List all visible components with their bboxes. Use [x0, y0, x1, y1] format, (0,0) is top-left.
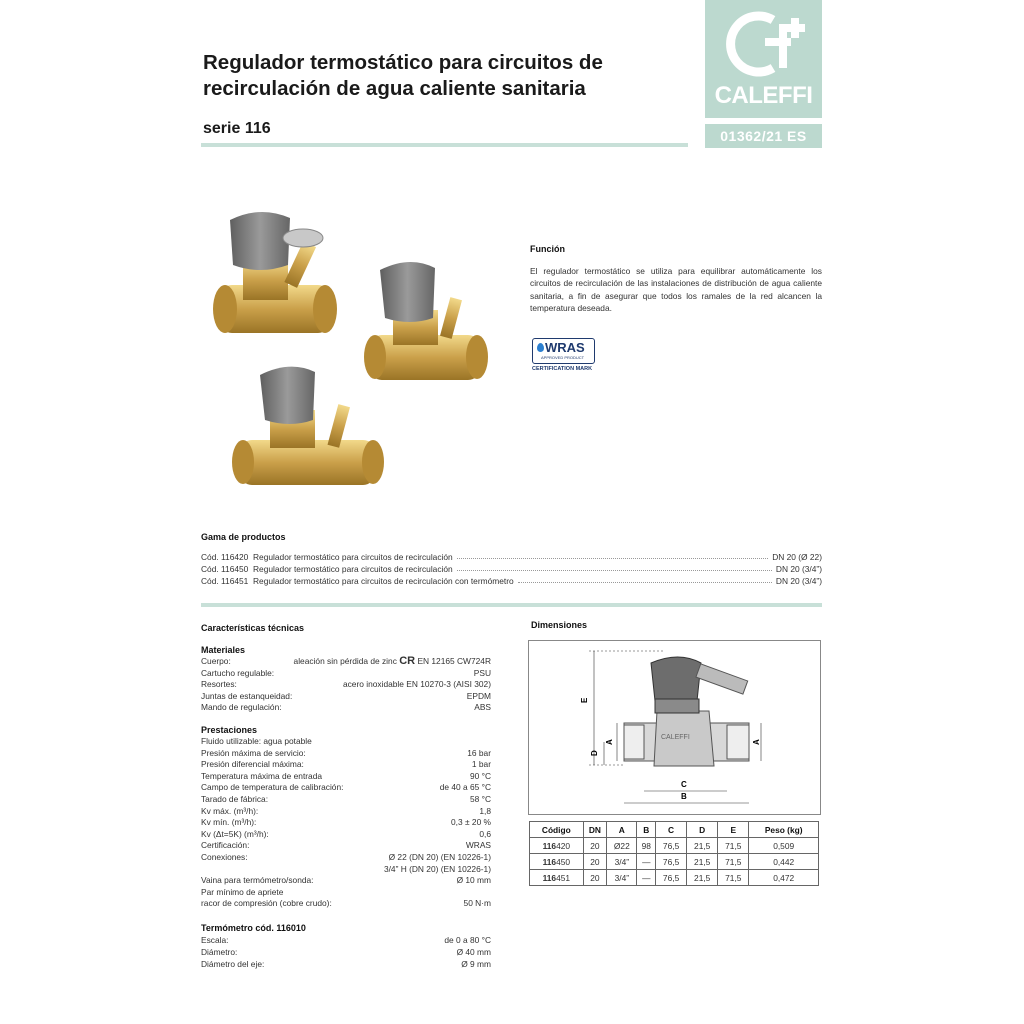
- brand-name: CALEFFI: [714, 82, 813, 109]
- materiales-heading: Materiales: [201, 645, 246, 655]
- spec-label: Diámetro:: [201, 946, 238, 957]
- logo-mark-icon: [705, 0, 822, 84]
- spec-value: 0,6: [479, 828, 491, 839]
- table-row: [530, 838, 819, 854]
- title-line-1: Regulador termostático para circuitos de: [203, 51, 603, 74]
- col-header: A: [607, 822, 637, 838]
- spec-label: Presión diferencial máxima:: [201, 759, 304, 770]
- gama-row: [201, 562, 822, 574]
- spec-row: [201, 817, 491, 829]
- spec-value: de 40 a 65 °C: [439, 782, 491, 793]
- title-line-2: recirculación de agua caliente sanitaria: [203, 77, 586, 100]
- gama-size: DN 20 (Ø 22): [772, 552, 822, 562]
- code-cell: [530, 838, 584, 854]
- spec-label: racor de compresión (cobre crudo):: [201, 898, 332, 909]
- code-cell: [530, 870, 584, 886]
- water-drop-icon: [537, 343, 544, 352]
- code-bold: 116: [542, 872, 557, 883]
- spec-value: 50 N·m: [463, 898, 491, 909]
- dimension-diagram: [528, 640, 821, 815]
- table-cell: 20: [583, 854, 607, 870]
- table-cell: 3/4”: [607, 854, 637, 870]
- spec-label: Certificación:: [201, 840, 250, 851]
- spec-row: [201, 702, 491, 714]
- table-body: [530, 838, 819, 886]
- spec-row: [201, 679, 491, 691]
- gama-heading: Gama de productos: [201, 532, 286, 542]
- spec-value: PSU: [473, 667, 491, 678]
- table-cell: 3/4”: [607, 870, 637, 886]
- spec-row: [201, 736, 491, 748]
- gama-desc: Regulador termostático para circuitos de recirculación: [253, 564, 453, 574]
- table-cell: 76,5: [656, 870, 687, 886]
- drawing-brand: CALEFFI: [661, 734, 690, 741]
- caracteristicas-heading: Características técnicas: [201, 623, 305, 633]
- leader-dots: [457, 557, 768, 559]
- valve-photo-116420: [213, 212, 337, 333]
- spec-label: Escala:: [201, 935, 229, 945]
- spec-label: Cartucho regulable:: [201, 667, 275, 678]
- product-photos: [205, 200, 505, 500]
- cr-mark-icon: CR: [399, 655, 416, 667]
- spec-row: [201, 959, 491, 971]
- spec-value: de 0 a 80 °C: [444, 935, 491, 945]
- dim-label-c: C: [681, 780, 687, 789]
- spec-row: [201, 691, 491, 703]
- table-cell: —: [637, 854, 656, 870]
- dim-label-b: B: [681, 792, 687, 801]
- funcion-heading: Función: [530, 244, 565, 254]
- spec-value: 90 °C: [469, 770, 491, 781]
- spec-value: 1,8: [479, 805, 491, 816]
- code-rest: 450: [556, 856, 571, 867]
- col-header: DN: [583, 822, 607, 838]
- wras-logo-text: WRAS: [545, 340, 585, 355]
- leader-dots: [457, 569, 772, 571]
- funcion-text: El regulador termostático se utiliza para equilibrar automáticamente los circuitos de recirculación de las instalaciones de distribución de agua caliente sanitaria, a fin de asegurar que todos los ramales de la red alcancen la temperatura deseada.: [530, 266, 822, 314]
- code-rest: 451: [556, 872, 571, 883]
- spec-value: 58 °C: [469, 794, 491, 804]
- table-cell: 71,5: [718, 870, 749, 886]
- table-cell: Ø22: [607, 838, 637, 854]
- spec-row: [201, 947, 491, 959]
- spec-value: Ø 10 mm: [456, 875, 491, 886]
- spec-value: ABS: [474, 702, 491, 712]
- gama-code: Cód. 116450: [201, 564, 249, 574]
- table-cell: 20: [583, 870, 607, 886]
- spec-label: Tarado de fábrica:: [201, 794, 269, 804]
- spec-label: Mando de regulación:: [201, 702, 282, 712]
- spec-value: acero inoxidable EN 10270-3 (AISI 302): [342, 679, 491, 689]
- spec-label: Temperatura máxima de entrada: [201, 770, 323, 781]
- spec-row: [201, 852, 491, 864]
- spec-label: Conexiones:: [201, 852, 248, 862]
- spec-row: [201, 806, 491, 818]
- spec-label: Cuerpo:: [201, 656, 231, 666]
- spec-value: Ø 40 mm: [456, 946, 491, 957]
- termometro-heading: Termómetro cód. 116010: [201, 923, 306, 933]
- gama-size: DN 20 (3/4”): [775, 576, 822, 586]
- spec-value: Ø 22 (DN 20) (EN 10226-1): [388, 852, 491, 862]
- leader-dots: [518, 581, 772, 583]
- valve-drawing: [529, 641, 820, 814]
- table-row: [530, 870, 819, 886]
- spec-label: Diámetro del eje:: [201, 958, 265, 969]
- table-cell: 76,5: [656, 838, 687, 854]
- page-title: [203, 50, 693, 102]
- table-cell: 21,5: [687, 838, 718, 854]
- gama-code: Cód. 116420: [201, 552, 249, 562]
- dimensions-table: [529, 821, 819, 886]
- spec-value: 16 bar: [467, 747, 491, 758]
- prestaciones-heading: Prestaciones: [201, 725, 258, 735]
- spec-value: [294, 656, 491, 668]
- table-cell: 0,509: [749, 838, 819, 854]
- spec-label: Kv máx. (m³/h):: [201, 805, 259, 816]
- section-rule: [201, 603, 822, 607]
- spec-label: Fluido utilizable: agua potable: [201, 736, 312, 746]
- spec-value: EPDM: [466, 690, 491, 701]
- header-rule: [201, 143, 688, 147]
- spec-row: [201, 794, 491, 806]
- valve-photo-116451: [232, 367, 384, 485]
- gama-size: DN 20 (3/4”): [775, 564, 822, 574]
- spec-row: [201, 668, 491, 680]
- table-cell: 0,442: [749, 854, 819, 870]
- spec-label: Kv (Δt=5K) (m³/h):: [201, 828, 269, 839]
- code-bold: 116: [542, 856, 557, 867]
- table-cell: 20: [583, 838, 607, 854]
- table-cell: 98: [637, 838, 656, 854]
- dimensiones-heading: Dimensiones: [531, 620, 588, 630]
- gama-code: Cód. 116451: [201, 576, 249, 586]
- spec-row: [201, 887, 491, 899]
- spec-row: [201, 935, 491, 947]
- spec-label: Campo de temperatura de calibración:: [201, 782, 344, 793]
- col-header: Peso (kg): [749, 822, 819, 838]
- spec-label: Kv mín. (m³/h):: [201, 817, 257, 828]
- gama-desc: Regulador termostático para circuitos de recirculación con termómetro: [253, 576, 514, 586]
- spec-label: Resortes:: [201, 679, 237, 689]
- spec-row: [201, 748, 491, 760]
- gama-row: [201, 550, 822, 562]
- table-cell: —: [637, 870, 656, 886]
- col-header: C: [656, 822, 687, 838]
- spec-row: [201, 782, 491, 794]
- table-header-row: [530, 822, 819, 838]
- cuerpo-material: aleación sin pérdida de zinc: [293, 656, 397, 666]
- dim-label-e: E: [580, 697, 589, 703]
- spec-label: Juntas de estanqueidad:: [201, 690, 293, 701]
- cuerpo-norm: EN 12165 CW724R: [417, 656, 491, 666]
- spec-value: WRAS: [465, 840, 491, 851]
- table-row: [530, 854, 819, 870]
- dim-label-d: D: [590, 750, 599, 756]
- code-cell: [530, 854, 584, 870]
- dim-label-a-left: A: [605, 739, 614, 745]
- spec-label: Vaina para termómetro/sonda:: [201, 875, 314, 886]
- code-bold: 116: [542, 840, 557, 851]
- spec-row: [201, 898, 491, 910]
- spec-label: Presión máxima de servicio:: [201, 747, 306, 758]
- spec-label: Par mínimo de apriete: [201, 886, 284, 897]
- wras-cert-text: CERTIFICATION MARK: [532, 366, 593, 372]
- table-cell: 76,5: [656, 854, 687, 870]
- spec-row: [201, 840, 491, 852]
- caleffi-logo: [705, 0, 822, 118]
- spec-row: [201, 771, 491, 783]
- wras-badge: [532, 338, 597, 374]
- spec-value: Ø 9 mm: [461, 958, 491, 969]
- spec-value: 0,3 ± 20 %: [451, 817, 491, 828]
- valve-photo-116450: [364, 262, 488, 380]
- spec-row: [201, 875, 491, 887]
- col-header: E: [718, 822, 749, 838]
- wras-sub-text: APPROVED PRODUCT: [541, 355, 585, 360]
- serie-label: serie 116: [203, 120, 271, 137]
- col-header: D: [687, 822, 718, 838]
- table-cell: 21,5: [687, 854, 718, 870]
- spec-value: 1 bar: [471, 759, 491, 770]
- col-header: B: [637, 822, 656, 838]
- gama-desc: Regulador termostático para circuitos de recirculación: [253, 552, 453, 562]
- table-cell: 0,472: [749, 870, 819, 886]
- spec-row: [201, 864, 491, 876]
- table-cell: 71,5: [718, 854, 749, 870]
- gama-row: [201, 574, 822, 586]
- table-cell: 71,5: [718, 838, 749, 854]
- spec-row: [201, 759, 491, 771]
- code-rest: 420: [556, 840, 571, 851]
- table-cell: 21,5: [687, 870, 718, 886]
- spec-value: 3/4” H (DN 20) (EN 10226-1): [383, 863, 491, 874]
- spec-row-cuerpo: [201, 656, 491, 668]
- wras-logo-box: [532, 338, 595, 364]
- dim-label-a-right: A: [752, 739, 761, 745]
- col-header: Código: [530, 822, 584, 838]
- spec-row: [201, 829, 491, 841]
- document-number: 01362/21 ES: [705, 124, 822, 148]
